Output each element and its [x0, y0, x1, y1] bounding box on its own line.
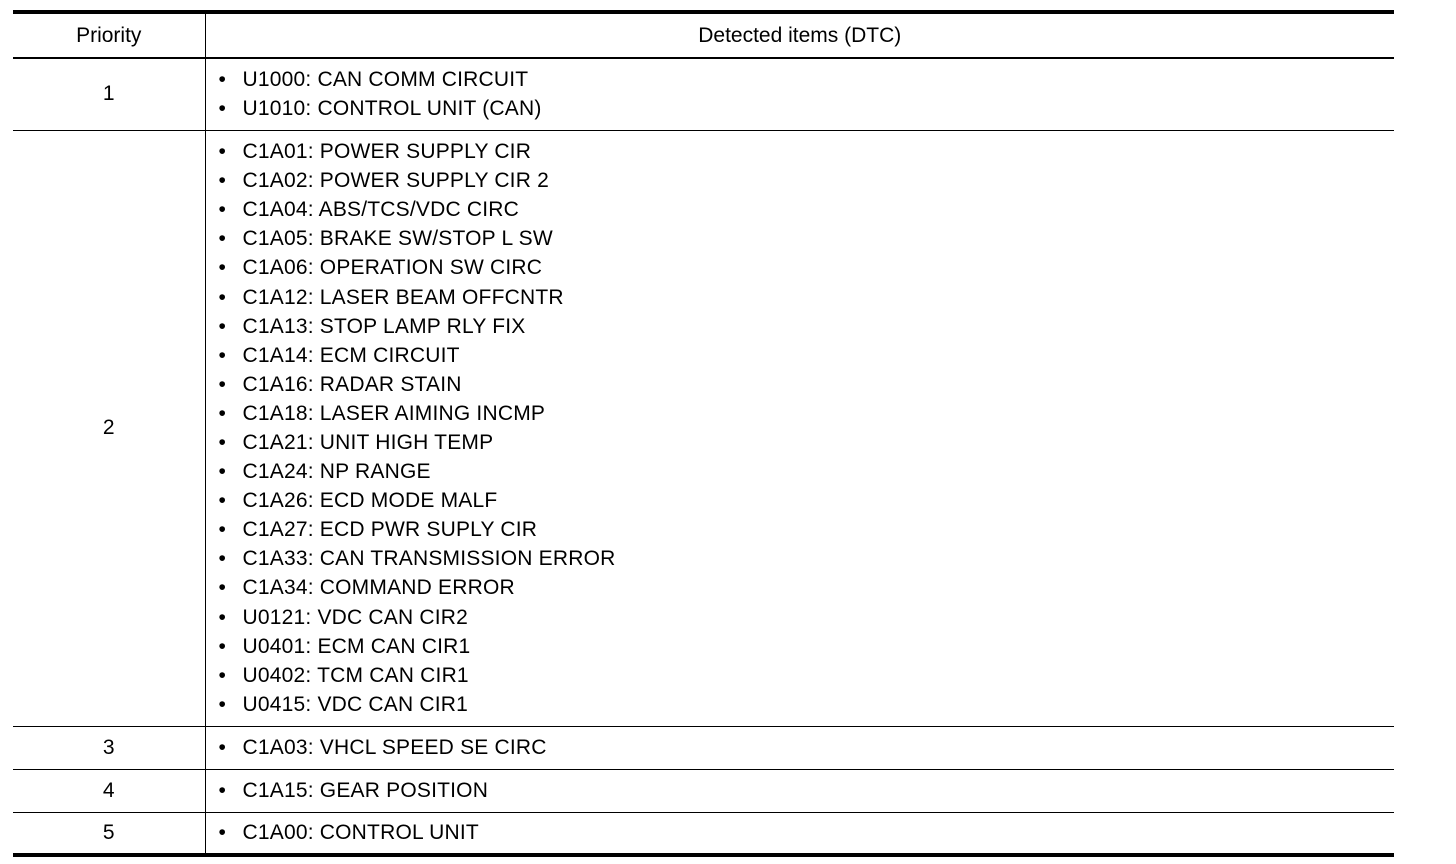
priority-cell: 4 — [13, 769, 205, 812]
table-header-row — [13, 12, 1394, 58]
bullet-icon: • — [218, 140, 227, 164]
dtc-item-text: C1A18: LASER AIMING INCMP — [242, 401, 546, 425]
list-item — [216, 224, 1395, 253]
detected-items-cell — [205, 726, 1394, 769]
list-item — [216, 195, 1395, 224]
list-item — [216, 94, 1395, 123]
bullet-icon: • — [218, 256, 227, 280]
list-item — [216, 370, 1395, 399]
bullet-icon: • — [218, 821, 227, 845]
list-item — [216, 428, 1395, 457]
list-item — [216, 486, 1395, 515]
list-item — [216, 341, 1395, 370]
dtc-item-text: C1A33: CAN TRANSMISSION ERROR — [242, 547, 616, 571]
priority-cell: 3 — [13, 726, 205, 769]
dtc-list — [216, 733, 1395, 762]
dtc-item-text: C1A26: ECD MODE MALF — [242, 489, 498, 513]
bullet-icon: • — [218, 343, 227, 367]
dtc-item-text: C1A12: LASER BEAM OFFCNTR — [242, 285, 564, 309]
priority-cell: 2 — [13, 130, 205, 726]
priority-cell: 1 — [13, 58, 205, 130]
dtc-item-text: C1A01: POWER SUPPLY CIR — [242, 140, 532, 164]
list-item — [216, 457, 1395, 486]
table-row — [13, 726, 1394, 769]
table-row — [13, 769, 1394, 812]
list-item — [216, 253, 1395, 282]
dtc-item-text: U0402: TCM CAN CIR1 — [242, 663, 469, 687]
dtc-item-text: C1A14: ECM CIRCUIT — [242, 343, 460, 367]
detected-items-cell — [205, 58, 1394, 130]
bullet-icon: • — [218, 663, 227, 687]
list-item — [216, 137, 1395, 166]
table-row — [13, 812, 1394, 855]
bullet-icon: • — [218, 692, 227, 716]
bullet-icon: • — [218, 401, 227, 425]
table-row — [13, 130, 1394, 726]
dtc-item-text: C1A00: CONTROL UNIT — [242, 821, 479, 845]
list-item — [216, 544, 1395, 573]
dtc-item-text: U1010: CONTROL UNIT (CAN) — [242, 97, 542, 121]
dtc-item-text: C1A24: NP RANGE — [242, 460, 431, 484]
list-item — [216, 733, 1395, 762]
dtc-item-text: C1A04: ABS/TCS/VDC CIRC — [242, 198, 520, 222]
header-detected-items: Detected items (DTC) — [205, 12, 1394, 58]
dtc-item-text: U0121: VDC CAN CIR2 — [242, 605, 469, 629]
dtc-item-text: C1A06: OPERATION SW CIRC — [242, 256, 543, 280]
list-item — [216, 283, 1395, 312]
dtc-item-text: C1A21: UNIT HIGH TEMP — [242, 431, 494, 454]
bullet-icon: • — [218, 778, 227, 802]
bullet-icon: • — [218, 518, 227, 542]
bullet-icon: • — [218, 372, 227, 396]
bullet-icon: • — [218, 431, 227, 454]
dtc-list — [216, 776, 1395, 805]
list-item — [216, 603, 1395, 632]
dtc-item-text: U1000: CAN COMM CIRCUIT — [242, 68, 529, 92]
bullet-icon: • — [218, 97, 227, 121]
dtc-item-text: C1A34: COMMAND ERROR — [242, 576, 515, 600]
dtc-item-text: C1A15: GEAR POSITION — [242, 778, 489, 802]
dtc-item-text: U0401: ECM CAN CIR1 — [242, 634, 471, 658]
detected-items-cell — [205, 769, 1394, 812]
dtc-item-text: C1A13: STOP LAMP RLY FIX — [242, 314, 526, 338]
list-item — [216, 515, 1395, 544]
detected-items-cell — [205, 130, 1394, 726]
list-item — [216, 573, 1395, 602]
bullet-icon: • — [218, 285, 227, 309]
bullet-icon: • — [218, 198, 227, 222]
list-item — [216, 690, 1395, 719]
bullet-icon: • — [218, 227, 227, 251]
list-item — [216, 661, 1395, 690]
bullet-icon: • — [218, 314, 227, 338]
bullet-icon: • — [218, 735, 227, 759]
dtc-priority-table — [13, 10, 1394, 857]
dtc-item-text: U0415: VDC CAN CIR1 — [242, 692, 469, 716]
dtc-item-text: C1A03: VHCL SPEED SE CIRC — [242, 735, 547, 759]
list-item — [216, 312, 1395, 341]
list-item — [216, 399, 1395, 428]
bullet-icon: • — [218, 576, 227, 600]
bullet-icon: • — [218, 489, 227, 513]
dtc-item-text: C1A05: BRAKE SW/STOP L SW — [242, 227, 553, 251]
bullet-icon: • — [218, 68, 227, 92]
list-item — [216, 166, 1395, 195]
header-priority: Priority — [13, 12, 205, 58]
dtc-item-text: C1A16: RADAR STAIN — [242, 372, 462, 396]
list-item — [216, 776, 1395, 805]
bullet-icon: • — [218, 169, 227, 193]
dtc-list — [216, 65, 1395, 123]
dtc-item-text: C1A27: ECD PWR SUPLY CIR — [242, 518, 538, 542]
priority-cell: 5 — [13, 812, 205, 855]
table-row — [13, 58, 1394, 130]
dtc-list — [216, 137, 1395, 719]
list-item — [216, 632, 1395, 661]
detected-items-cell — [205, 812, 1394, 855]
list-item — [216, 65, 1395, 94]
bullet-icon: • — [218, 634, 227, 658]
list-item — [216, 818, 1395, 847]
bullet-icon: • — [218, 547, 227, 571]
bullet-icon: • — [218, 605, 227, 629]
dtc-list — [216, 818, 1395, 847]
bullet-icon: • — [218, 460, 227, 484]
dtc-item-text: C1A02: POWER SUPPLY CIR 2 — [242, 169, 549, 193]
